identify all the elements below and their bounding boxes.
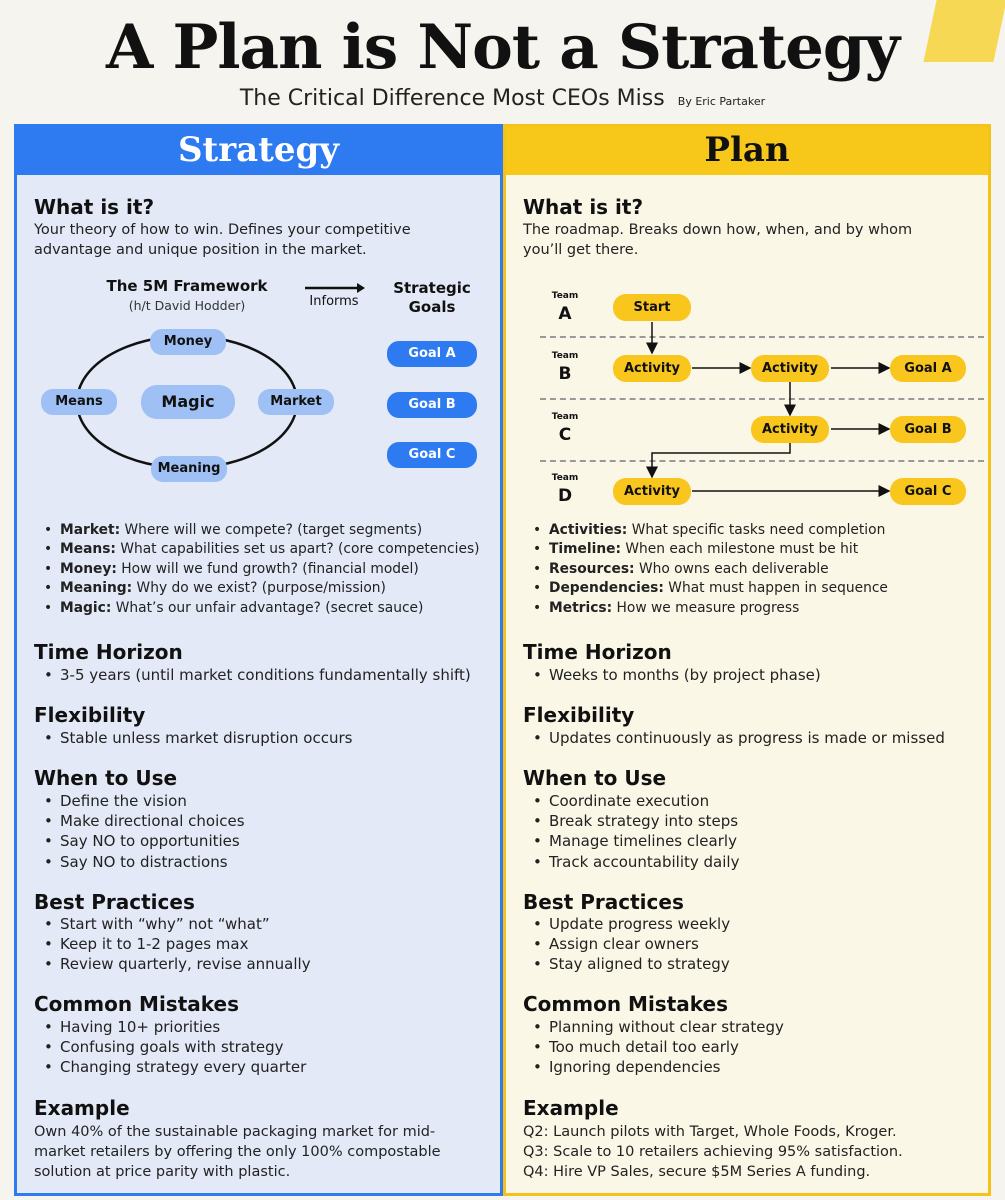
list-item: • Means: What capabilities set us apart? (core competencies) — [34, 540, 480, 559]
framework-title: The 5M Framework — [106, 277, 268, 295]
plan-example-line-1: Q2: Launch pilots with Target, Whole Foods, Kroger. — [523, 1124, 897, 1140]
team-a-label: Team A — [551, 291, 579, 324]
node-money: Money — [150, 329, 226, 355]
list-item: • Too much detail too early — [523, 1037, 784, 1057]
list-item: • Keep it to 1-2 pages max — [34, 934, 311, 954]
list-item: • Start with “why” not “what” — [34, 914, 311, 934]
plan-heading: Plan — [506, 127, 988, 175]
plan-example-title: Example — [523, 1096, 619, 1120]
strategy-what-title: What is it? — [34, 195, 155, 219]
strategic-goals-title-1: Strategic — [393, 279, 471, 297]
plan-goal-a-node: Goal A — [890, 355, 966, 382]
plan-time-title: Time Horizon — [523, 640, 672, 664]
strategy-when-list — [34, 791, 245, 872]
strategy-5m-list — [34, 521, 480, 618]
list-item: • Stay aligned to strategy — [523, 954, 730, 974]
page-title: A Plan is Not a Strategy — [105, 12, 900, 83]
list-item: • Confusing goals with strategy — [34, 1037, 306, 1057]
plan-activity-node: Activity — [613, 478, 691, 505]
plan-what-text-2: you’ll get there. — [523, 242, 639, 258]
plan-flex-title: Flexibility — [523, 703, 635, 727]
node-means: Means — [41, 389, 117, 415]
list-item: • Break strategy into steps — [523, 811, 739, 831]
strategy-what-text-1: Your theory of how to win. Defines your competitive — [34, 222, 411, 238]
list-item: • Metrics: How we measure progress — [523, 599, 888, 618]
list-item: • Money: How will we fund growth? (financial model) — [34, 560, 480, 579]
strategy-goal-c: Goal C — [387, 442, 477, 468]
strategy-goal-a: Goal A — [387, 341, 477, 367]
strategy-example-line-1: Own 40% of the sustainable packaging market for mid- — [34, 1124, 436, 1140]
strategy-heading: Strategy — [17, 127, 500, 175]
list-item: • Say NO to distractions — [34, 852, 245, 872]
plan-activity-node: Activity — [751, 355, 829, 382]
team-b-label: Team B — [551, 351, 579, 384]
plan-start-node: Start — [613, 294, 691, 321]
plan-time-list — [523, 665, 821, 685]
list-item: • Timeline: When each milestone must be hit — [523, 540, 888, 559]
list-item: • Update progress weekly — [523, 914, 730, 934]
plan-what-title: What is it? — [523, 195, 644, 219]
subtitle-row — [0, 84, 1005, 117]
list-item: • Activities: What specific tasks need completion — [523, 521, 888, 540]
strategy-best-title: Best Practices — [34, 890, 195, 914]
strategy-flex-title: Flexibility — [34, 703, 146, 727]
list-item: • Make directional choices — [34, 811, 245, 831]
list-item: • Having 10+ priorities — [34, 1017, 306, 1037]
strategy-column — [14, 124, 503, 1196]
list-item: • Track accountability daily — [523, 852, 739, 872]
framework-ellipse — [17, 267, 500, 507]
byline: By Eric Partaker — [677, 95, 766, 108]
strategy-mistakes-title: Common Mistakes — [34, 992, 239, 1016]
strategic-goals-title-2: Goals — [408, 298, 456, 316]
plan-best-title: Best Practices — [523, 890, 684, 914]
plan-flex-list — [523, 728, 945, 748]
framework-subtitle: (h/t David Hodder) — [128, 298, 246, 313]
list-item: • Changing strategy every quarter — [34, 1057, 306, 1077]
list-item: • Define the vision — [34, 791, 245, 811]
five-m-diagram — [17, 267, 500, 507]
plan-best-list — [523, 914, 730, 975]
plan-what-text-1: The roadmap. Breaks down how, when, and by whom — [523, 222, 913, 238]
node-market: Market — [258, 389, 334, 415]
plan-goal-c-node: Goal C — [890, 478, 966, 505]
strategy-time-title: Time Horizon — [34, 640, 183, 664]
strategy-example-line-2: market retailers by offering the only 100% compostable — [34, 1144, 441, 1160]
plan-goal-b-node: Goal B — [890, 416, 966, 443]
node-meaning: Meaning — [151, 456, 227, 482]
list-item: • Coordinate execution — [523, 791, 739, 811]
plan-mistakes-title: Common Mistakes — [523, 992, 728, 1016]
page-subtitle: The Critical Difference Most CEOs Miss — [239, 86, 665, 111]
strategy-time-list — [34, 665, 471, 685]
list-item: • Say NO to opportunities — [34, 831, 245, 851]
node-magic: Magic — [141, 385, 235, 419]
plan-column — [503, 124, 991, 1196]
list-item: • Planning without clear strategy — [523, 1017, 784, 1037]
list-item: • Updates continuously as progress is made or missed — [523, 728, 945, 748]
strategy-goal-b: Goal B — [387, 392, 477, 418]
strategy-flex-list — [34, 728, 352, 748]
plan-activity-node: Activity — [613, 355, 691, 382]
plan-swimlane-diagram — [506, 282, 988, 512]
plan-example-line-2: Q3: Scale to 10 retailers achieving 95% satisfaction. — [523, 1144, 903, 1160]
plan-when-list — [523, 791, 739, 872]
list-item: • Weeks to months (by project phase) — [523, 665, 821, 685]
plan-example-line-3: Q4: Hire VP Sales, secure $5M Series A funding. — [523, 1164, 871, 1180]
list-item: • Meaning: Why do we exist? (purpose/mission) — [34, 579, 480, 598]
list-item: • Market: Where will we compete? (target segments) — [34, 521, 480, 540]
team-c-label: Team C — [551, 412, 579, 445]
plan-mistakes-list — [523, 1017, 784, 1078]
list-item: • Stable unless market disruption occurs — [34, 728, 352, 748]
list-item: • Ignoring dependencies — [523, 1057, 784, 1077]
list-item: • Assign clear owners — [523, 934, 730, 954]
plan-elements-list — [523, 521, 888, 618]
informs-label: Informs — [309, 294, 359, 309]
strategy-when-title: When to Use — [34, 766, 178, 790]
list-item: • Dependencies: What must happen in sequence — [523, 579, 888, 598]
plan-activity-node: Activity — [751, 416, 829, 443]
strategy-example-line-3: solution at price parity with plastic. — [34, 1164, 291, 1180]
strategy-mistakes-list — [34, 1017, 306, 1078]
list-item: • Manage timelines clearly — [523, 831, 739, 851]
strategy-best-list — [34, 914, 311, 975]
strategy-what-text-2: advantage and unique position in the market. — [34, 242, 367, 258]
plan-when-title: When to Use — [523, 766, 667, 790]
list-item: • 3-5 years (until market conditions fundamentally shift) — [34, 665, 471, 685]
team-d-label: Team D — [551, 473, 579, 506]
list-item: • Magic: What’s our unfair advantage? (secret sauce) — [34, 599, 480, 618]
list-item: • Resources: Who owns each deliverable — [523, 560, 888, 579]
strategy-example-title: Example — [34, 1096, 130, 1120]
list-item: • Review quarterly, revise annually — [34, 954, 311, 974]
